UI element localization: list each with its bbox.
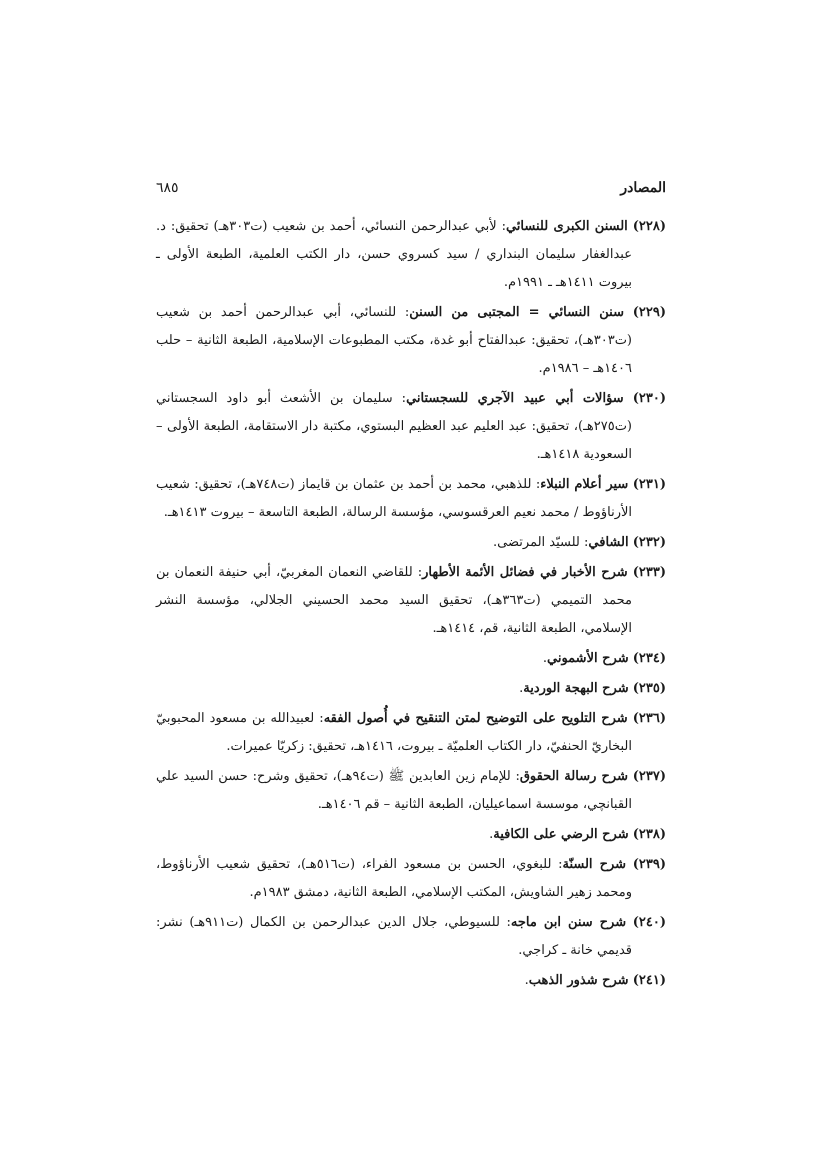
entry-text: : للبغوي، الحسن بن مسعود الفراء، (ت٥١٦هـ)، تحقيق شعيب الأرناؤوط، ومحمد زهير الشاويش، المكتب الإسلامي، الطبعة الثانية، دمشق ١٩٨٣م. [156,857,632,900]
entry-title: شرح التلويح على التوضيح لمتن التنقيح في أُصول الفقه [323,711,628,726]
bibliography-entry [156,763,666,819]
bibliography-entry [156,967,666,995]
bibliography-entry [156,821,666,849]
entry-number: (٢٣٩) [632,857,666,872]
entry-title: سنن النسائي = المجتبى من السنن [409,305,624,320]
entry-title: الشافي [588,535,629,550]
entry-number: (٢٣٣) [632,565,666,580]
entry-number: (٢٣٢) [632,535,666,550]
entry-number: (٢٢٨) [632,219,666,234]
entry-text: : للإمام زين العابدين ﷺ (ت٩٤هـ)، تحقيق وشرح: حسن السيد علي القبانچي، موسسة اسماعيليان، الطبعة الثانية – قم ١٤٠٦هـ. [156,769,632,812]
entry-title: شرح البهجة الوردية [523,681,629,696]
entry-text: : للنسائي، أبي عبدالرحمن أحمد بن شعيب (ت٣٠٣هـ)، تحقيق: عبدالفتاح أبو غدة، مكتب المطبوعات الإسلامية، الطبعة الثانية – حلب ١٤٠٦هـ – ١٩٨٦م. [156,305,632,376]
bibliography-entry [156,705,666,761]
entry-text: : للذهبي، محمد بن أحمد بن عثمان بن قايماز (ت٧٤٨هـ)، تحقيق: شعيب الأرناؤوط / محمد نعيم العرقسوسي، مؤسسة الرسالة، الطبعة التاسعة – بيروت ١٤١٣هـ. [156,477,632,520]
entry-number: (٢٤١) [632,973,666,988]
entry-text: : للقاضي النعمان المغربيّ، أبي حنيفة النعمان بن محمد التميمي (ت٣٦٣هـ)، تحقيق السيد محمد الحسيني الجلالي، مؤسسة النشر الإسلامي، الطبعة الثانية، قم، ١٤١٤هـ. [156,565,632,636]
bibliography-entry [156,213,666,297]
page-header [156,180,666,206]
entry-title: شرح سنن ابن ماجه [510,915,627,930]
entry-number: (٢٣٠) [632,391,666,406]
entry-number: (٢٢٩) [632,305,666,320]
entry-text: . [489,827,494,842]
entry-number: (٢٣٧) [632,769,666,784]
entry-title: شرح السنّة [562,857,627,872]
entry-text: . [519,681,524,696]
entry-text: : لعبيدالله بن مسعود المحبوبيّ البخاريّ الحنفيّ، دار الكتاب العلميّة ـ بيروت، ١٤١٦هـ، تحقيق: زكريّا عميرات. [156,711,632,754]
entry-number: (٢٣٤) [632,651,666,666]
entry-text: . [524,973,529,988]
bibliography-entry [156,299,666,383]
entry-number: (٢٣٦) [632,711,667,726]
entry-title: سير أعلام النبلاء [540,477,629,492]
entry-title: سؤالات أبي عبيد الآجري للسجستاني [406,391,624,406]
entry-number: (٢٣٨) [632,827,666,842]
bibliography-entry [156,529,666,557]
entry-title: السنن الكبرى للنسائي [505,219,628,234]
bibliography-list [156,213,666,997]
bibliography-entry [156,851,666,907]
entry-title: شرح رسالة الحقوق [519,769,628,784]
entry-number: (٢٤٠) [632,915,666,930]
bibliography-entry [156,675,666,703]
entry-title: شرح الرضي على الكافية [493,827,629,842]
entry-number: (٢٣٥) [632,681,666,696]
entry-title: شرح شذور الذهب [528,973,629,988]
entry-text: : سليمان بن الأشعث أبو داود السجستاني (ت٢٧٥هـ)، تحقيق: عبد العليم عبد العظيم البستوي، مكتبة دار الاستقامة، الطبعة الأولى – السعودية ١٤١٨هـ. [156,391,632,462]
entry-text: : للسيّد المرتضى. [493,535,589,550]
running-title: المصادر [620,180,666,196]
entry-text: . [542,651,547,666]
entry-number: (٢٣١) [632,477,667,492]
bibliography-entry [156,471,666,527]
entry-title: شرح الأشموني [547,651,629,666]
bibliography-entry [156,909,666,965]
entry-text: : للسيوطي، جلال الدين عبدالرحمن بن الكمال (ت٩١١هـ) نشر: قديمي خانة ـ كراجي. [156,915,632,958]
bibliography-entry [156,645,666,673]
bibliography-entry [156,385,666,469]
bibliography-entry [156,559,666,643]
page-number: ٦٨٥ [156,180,179,196]
entry-text: : لأبي عبدالرحمن النسائي، أحمد بن شعيب (ت٣٠٣هـ) تحقيق: د. عبدالغفار سليمان البنداري / سيد كسروي حسن، دار الكتب العلمية، الطبعة الأولى ـ بيروت ١٤١١هـ ـ ١٩٩١م. [156,219,632,290]
entry-title: شرح الأخبار في فضائل الأئمة الأطهار [422,565,628,580]
